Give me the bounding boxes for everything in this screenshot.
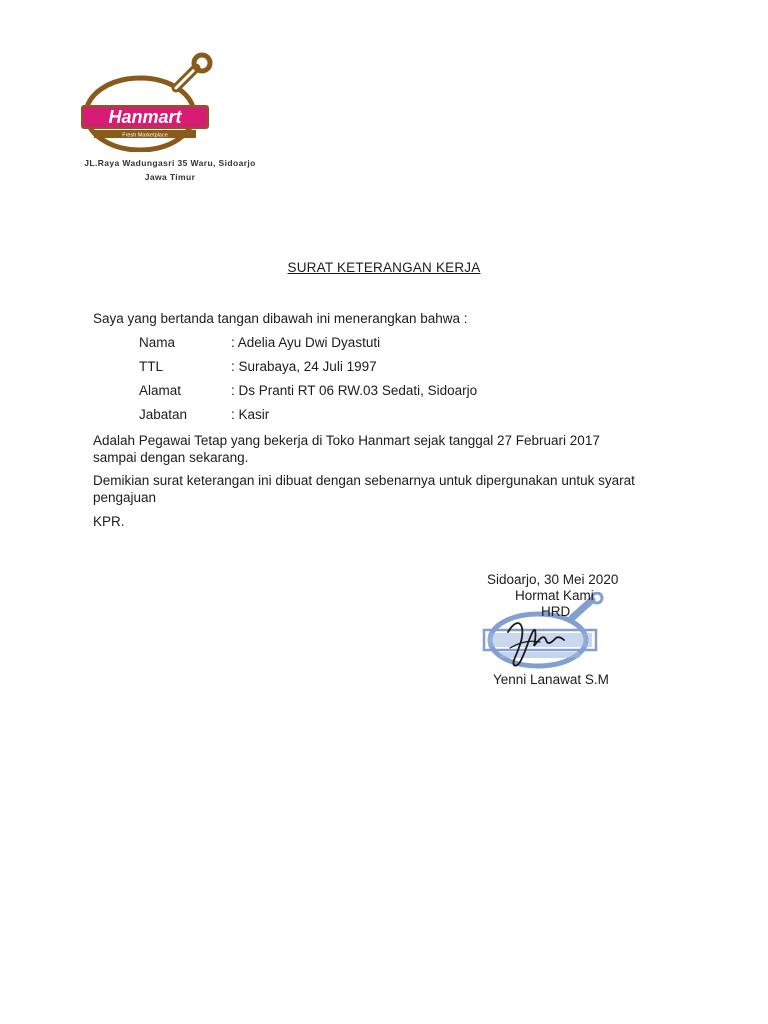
signature-closing: Hormat Kami [515, 588, 594, 603]
purpose-line-1: Demikian surat keterangan ini dibuat dengan sebenarnya untuk dipergunakan untuk syarat [93, 473, 635, 488]
detail-value-jabatan: : Kasir [231, 407, 270, 422]
intro-text: Saya yang bertanda tangan dibawah ini menerangkan bahwa : [93, 311, 468, 326]
signature-place-date: Sidoarjo, 30 Mei 2020 [487, 572, 619, 587]
purpose-line-2: pengajuan [93, 490, 157, 505]
purpose-line-3: KPR. [93, 514, 125, 529]
handwritten-signature [500, 612, 580, 674]
statement-line-1: Adalah Pegawai Tetap yang bekerja di Toko Hanmart sejak tanggal 27 Februari 2017 [93, 433, 600, 448]
detail-label-alamat: Alamat [139, 383, 182, 398]
letterhead-address [55, 156, 285, 184]
statement-line-2: sampai dengan sekarang. [93, 450, 249, 465]
svg-text:Hanmart: Hanmart [108, 107, 182, 127]
detail-label-ttl: TTL [139, 359, 164, 374]
detail-label-nama: Nama [139, 335, 176, 350]
detail-value-nama: : Adelia Ayu Dwi Dyastuti [231, 335, 381, 350]
signature-position: HRD [541, 604, 571, 619]
address-line-1: JL.Raya Wadungasri 35 Waru, Sidoarjo [84, 158, 256, 168]
svg-text:Fresh Marketplace: Fresh Marketplace [122, 132, 168, 139]
address-line-2: Jawa Timur [144, 172, 196, 182]
detail-value-ttl: : Surabaya, 24 Juli 1997 [231, 359, 377, 374]
hanmart-logo [78, 52, 218, 152]
document-title: SURAT KETERANGAN KERJA [287, 260, 481, 275]
signatory-name: Yenni Lanawat S.M [493, 672, 609, 687]
detail-label-jabatan: Jabatan [139, 407, 188, 422]
detail-value-alamat: : Ds Pranti RT 06 RW.03 Sedati, Sidoarjo [231, 383, 478, 398]
